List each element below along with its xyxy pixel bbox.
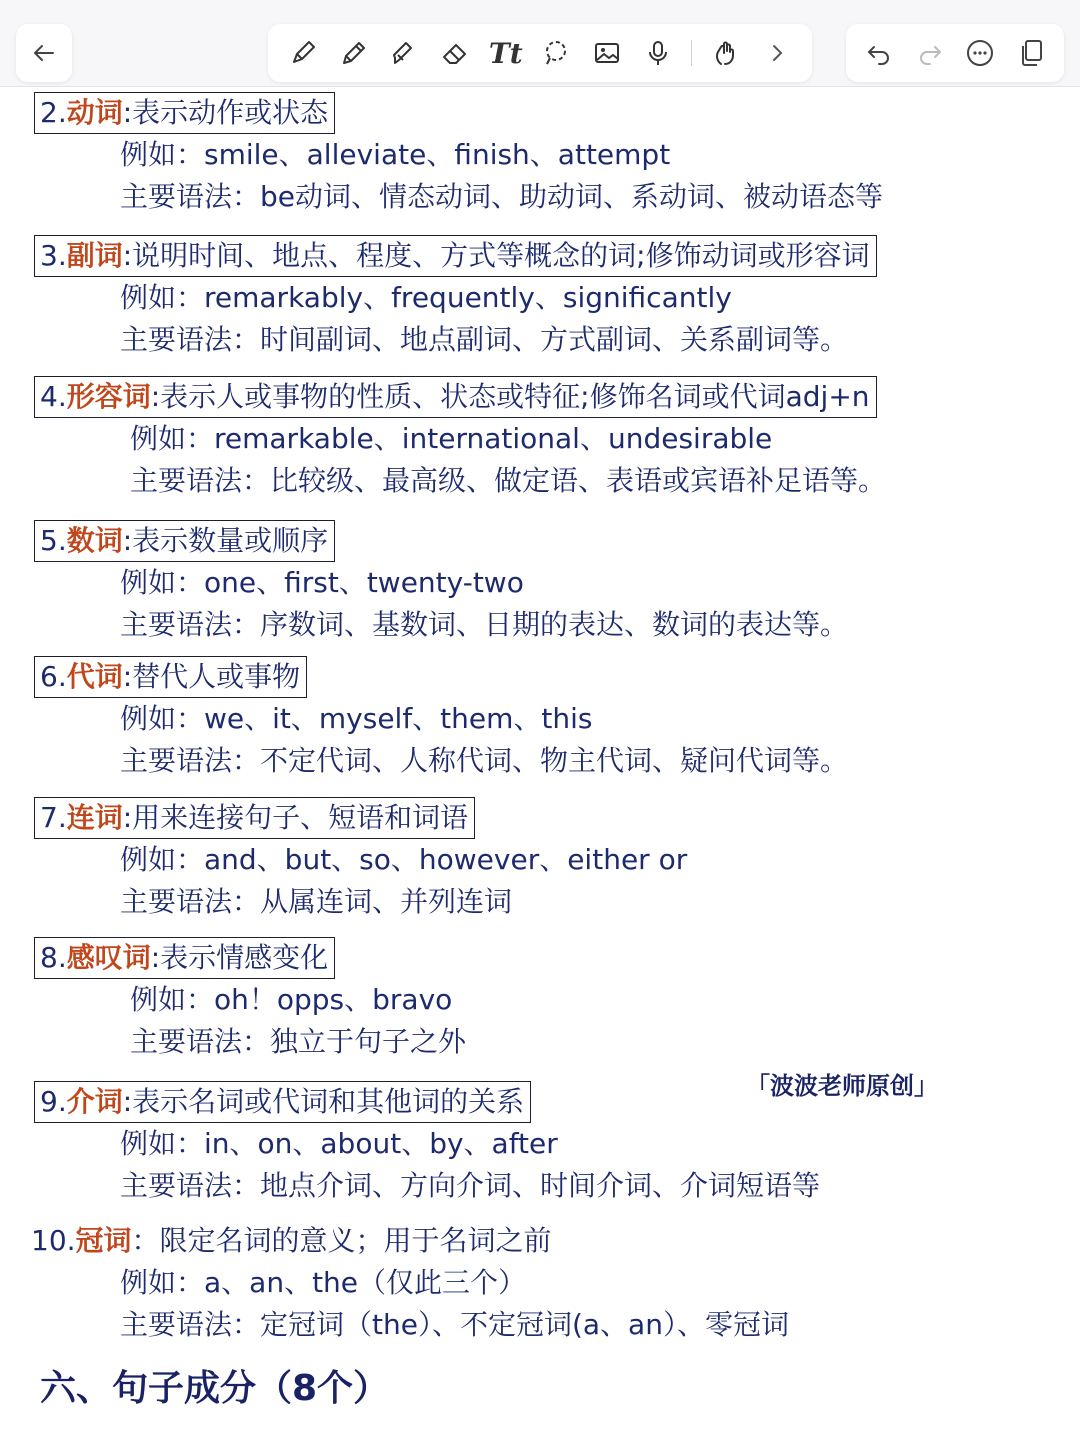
pencil-icon[interactable] — [337, 36, 371, 70]
section-numeral — [34, 520, 848, 646]
author-stamp: 「波波老师原创」 — [746, 1072, 938, 1100]
grammar-line: 主要语法：be动词、情态动词、助动词、系动词、被动语态等 — [120, 180, 884, 213]
section-article — [30, 1220, 789, 1346]
example-line: 例如：smile、alleviate、finish、attempt — [120, 138, 671, 171]
example-line: 例如：oh！opps、bravo — [130, 983, 453, 1016]
grammar-line: 主要语法：时间副词、地点副词、方式副词、关系副词等。 — [120, 323, 849, 356]
example-line: 例如：remarkable、international、undesirable — [130, 422, 773, 455]
hand-draw-icon[interactable] — [709, 36, 743, 70]
section-heading: 8.感叹词:表示情感变化 — [34, 937, 335, 979]
section-heading: 7.连词:用来连接句子、短语和词语 — [34, 797, 475, 839]
section-heading: 10.冠词：限定名词的意义；用于名词之前 — [31, 1224, 552, 1257]
top-toolbar — [0, 0, 1080, 87]
chevron-right-icon[interactable] — [760, 36, 794, 70]
section-preposition — [34, 1081, 820, 1207]
grammar-line: 主要语法：独立于句子之外 — [130, 1025, 467, 1058]
text-tool-icon[interactable]: Tt — [488, 36, 523, 70]
example-line: 例如：we、it、myself、them、this — [120, 702, 593, 735]
grammar-line: 主要语法：定冠词（the）、不定冠词(a、an）、零冠词 — [120, 1308, 789, 1341]
grammar-line: 主要语法：从属连词、并列连词 — [120, 885, 513, 918]
example-line: 例如：and、but、so、however、either or — [120, 843, 688, 876]
section-heading: 4.形容词:表示人或事物的性质、状态或特征;修饰名词或代词adj+n — [34, 376, 877, 418]
section-conjunction — [34, 797, 687, 923]
grammar-line: 主要语法：不定代词、人称代词、物主代词、疑问代词等。 — [120, 744, 849, 777]
back-arrow-icon — [27, 36, 61, 70]
grammar-line: 主要语法：比较级、最高级、做定语、表语或宾语补足语等。 — [130, 464, 887, 497]
section-interjection — [34, 937, 466, 1063]
undo-icon[interactable] — [862, 36, 896, 70]
grammar-line: 主要语法：地点介词、方向介词、时间介词、介词短语等 — [120, 1169, 821, 1202]
section-adverb — [34, 235, 877, 361]
pages-icon[interactable] — [1014, 36, 1048, 70]
section-heading: 6.代词:替代人或事物 — [34, 656, 307, 698]
grammar-line: 主要语法：序数词、基数词、日期的表达、数词的表达等。 — [120, 608, 849, 641]
microphone-icon[interactable] — [641, 36, 675, 70]
eraser-icon[interactable] — [438, 36, 472, 70]
section-pronoun — [34, 656, 848, 782]
section-adjective — [34, 376, 886, 502]
section-heading: 3.副词:说明时间、地点、程度、方式等概念的词;修饰动词或形容词 — [34, 235, 877, 277]
drawing-tools — [268, 24, 812, 82]
redo-icon[interactable] — [913, 36, 947, 70]
back-button[interactable] — [16, 24, 72, 82]
section-heading: 2.动词:表示动作或状态 — [34, 92, 335, 134]
section-verb — [34, 92, 883, 218]
history-tools — [846, 24, 1064, 82]
example-line: 例如：a、an、the（仅此三个） — [120, 1266, 527, 1299]
section-heading: 5.数词:表示数量或顺序 — [34, 520, 335, 562]
example-line: 例如：remarkably、frequently、significantly — [120, 281, 732, 314]
highlighter-icon[interactable] — [388, 36, 422, 70]
section-heading: 9.介词:表示名词或代词和其他词的关系 — [34, 1081, 531, 1123]
pen-icon[interactable] — [286, 36, 320, 70]
next-chapter-heading: 六、句子成分（8个） — [40, 1368, 390, 1409]
example-line: 例如：one、first、twenty-two — [120, 566, 524, 599]
lasso-icon[interactable] — [539, 36, 573, 70]
image-icon[interactable] — [590, 36, 624, 70]
more-icon[interactable] — [963, 36, 997, 70]
example-line: 例如：in、on、about、by、after — [120, 1127, 558, 1160]
toolbar-divider — [691, 40, 692, 66]
